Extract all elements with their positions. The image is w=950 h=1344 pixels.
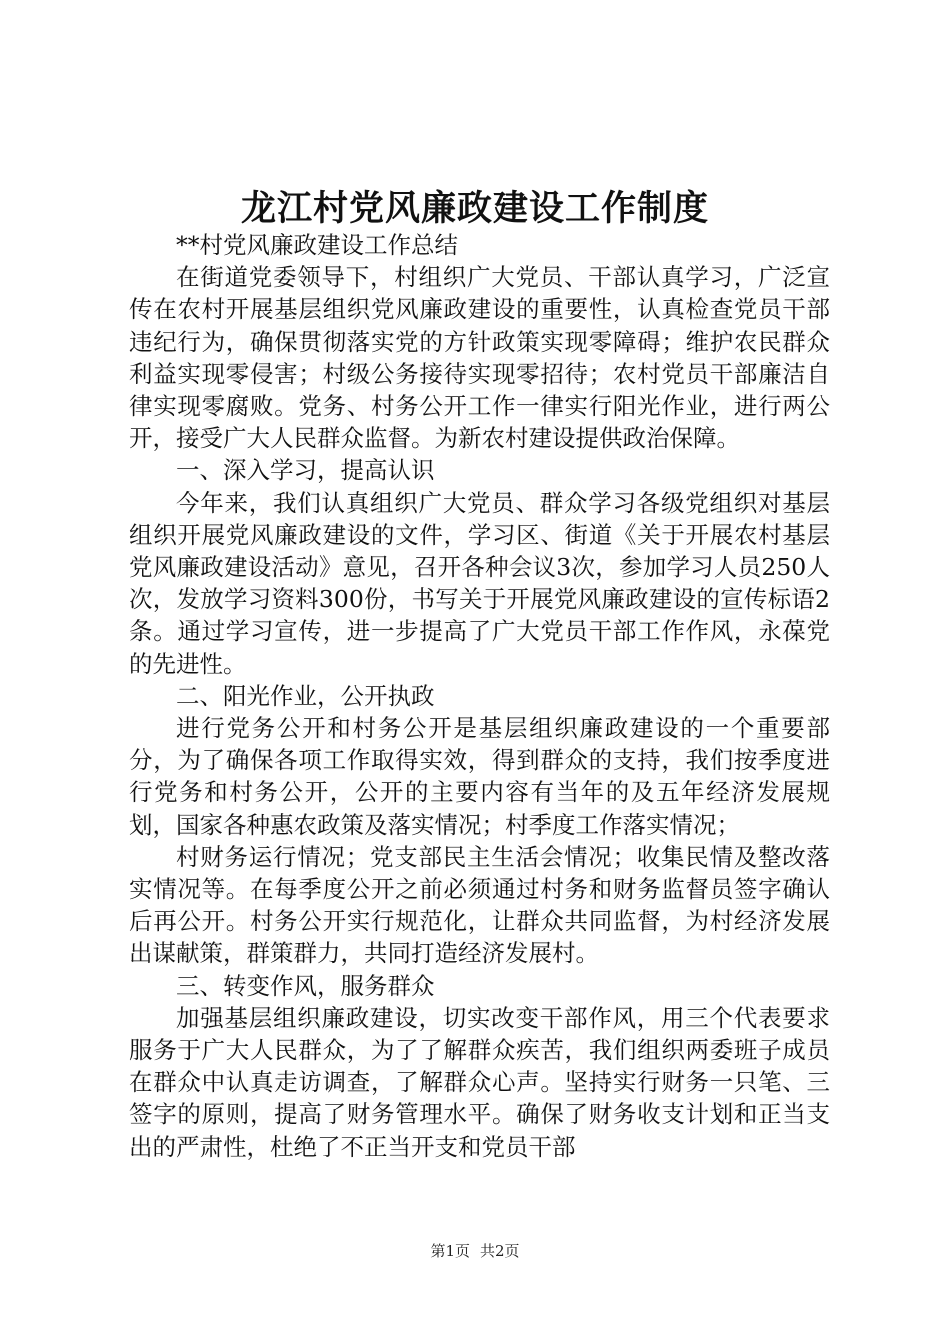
page-footer	[0, 1240, 950, 1262]
section-3-paragraph: 加强基层组织廉政建设，切实改变干部作风，用三个代表要求服务于广大人民群众，为了了解群众疾苦，我们组织两委班子成员在群众中认真走访调查，了解群众心声。坚持实行财务一只笔、三签字的原则，提高了财务管理水平。确保了财务收支计划和正当支出的严肃性，杜绝了不正当开支和党员干部	[129, 1003, 830, 1161]
section-1-paragraph: 今年来，我们认真组织广大党员、群众学习各级党组织对基层组织开展党风廉政建设的文件，学习区、街道《关于开展农村基层党风廉政建设活动》意见，召开各种会议3次，参加学习人员250人次，发放学习资料300份，书写关于开展党风廉政建设的宣传标语2条。通过学习宣传，进一步提高了广大党员干部工作作风，永葆党的先进性。	[129, 488, 830, 678]
page-total: 共2页	[480, 1242, 520, 1260]
document-body	[129, 229, 830, 1163]
section-heading-2: 二、阳光作业，公开执政	[176, 681, 435, 710]
document-title: 龙江村党风廉政建设工作制度	[240, 188, 709, 229]
section-heading-3: 三、转变作风，服务群众	[176, 971, 435, 1000]
section-2-paragraph-1: 进行党务公开和村务公开是基层组织廉政建设的一个重要部分，为了确保各项工作取得实效，得到群众的支持，我们按季度进行党务和村务公开，公开的主要内容有当年的及五年经济发展规划，国家各种惠农政策及落实情况；村季度工作落实情况；	[129, 714, 830, 839]
section-2-paragraph-2: 村财务运行情况；党支部民主生活会情况；收集民情及整改落实情况等。在每季度公开之前必须通过村务和财务监督员签字确认后再公开。村务公开实行规范化，让群众共同监督，为村经济发展出谋献策，群策群力，共同打造经济发展村。	[129, 842, 830, 968]
intro-paragraph: 在街道党委领导下，村组织广大党员、干部认真学习，广泛宣传在农村开展基层组织党风廉政建设的重要性，认真检查党员干部违纪行为，确保贯彻落实党的方针政策实现零障碍；维护农民群众利益实现零侵害；村级公务接待实现零招待；农村党员干部廉洁自律实现零腐败。党务、村务公开工作一律实行阳光作业，进行两公开，接受广大人民群众监督。为新农村建设提供政治保障。	[129, 263, 830, 453]
section-heading-1: 一、深入学习，提高认识	[176, 456, 435, 485]
page-number: 第1页	[430, 1242, 470, 1260]
summary-heading: **村党风廉政建设工作总结	[176, 231, 458, 259]
